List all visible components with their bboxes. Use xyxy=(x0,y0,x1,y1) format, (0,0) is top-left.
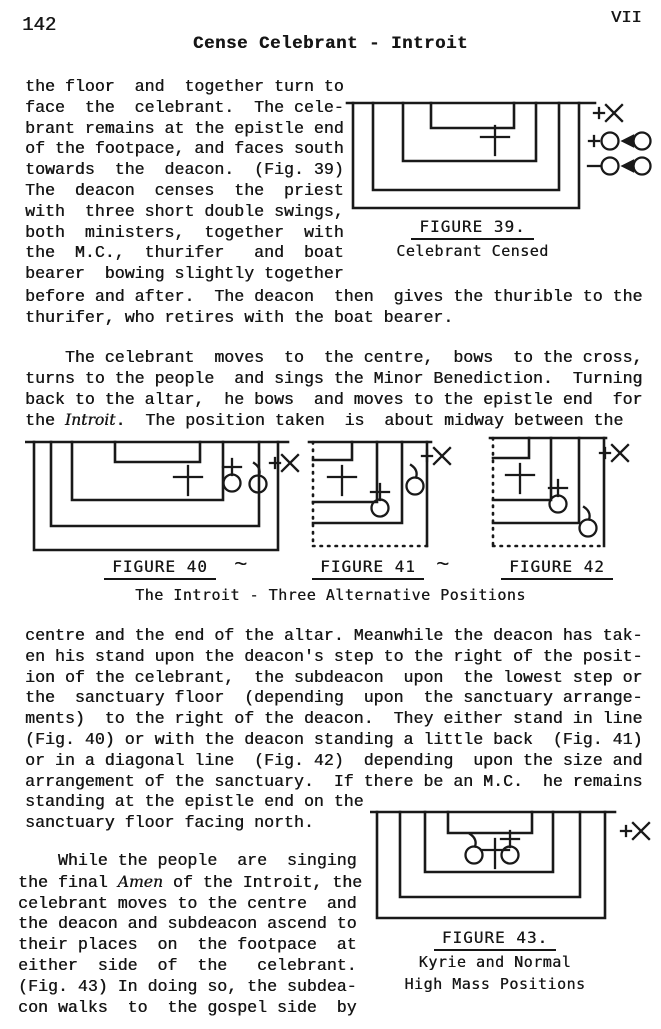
figure-43-diagram xyxy=(370,806,661,922)
figure-42-label: FIGURE 42 xyxy=(487,557,627,580)
paragraph-4-left-column xyxy=(18,851,362,1018)
page-number: 142 xyxy=(22,14,57,36)
text-line: the deacon and subdeacon ascend to xyxy=(18,914,357,934)
text-line: or in a diagonal line (Fig. 42) depending upon the size and xyxy=(25,750,643,770)
figure-43-caption-line2: High Mass Positions xyxy=(404,975,586,993)
text-line: sanctuary floor facing north. xyxy=(25,813,314,833)
boat-bearer-circle-icon xyxy=(623,158,651,175)
text-line: centre and the end of the altar. Meanwhile the deacon has tak- xyxy=(25,626,643,645)
text-line: standing at the epistle end on the xyxy=(25,792,364,812)
deacon-circle-icon xyxy=(371,484,389,517)
middle-step xyxy=(51,442,259,526)
page-title: Cense Celebrant - Introit xyxy=(192,34,469,54)
outer-step xyxy=(353,103,579,208)
figure-40-label: FIGURE 40 xyxy=(90,557,230,580)
figure-43-caption-line1: Kyrie and Normal xyxy=(418,953,572,971)
subdeacon-circle-icon xyxy=(588,158,619,175)
text-line: arrangement of the sanctuary. If there be an M.C. he remains xyxy=(25,771,643,791)
text-line: turns to the people and sings the Minor Benediction. Turning xyxy=(25,368,643,388)
outer-step xyxy=(377,812,605,918)
text-line: bearer bowing slightly together xyxy=(25,264,344,284)
mc-cross-icon xyxy=(600,445,628,461)
deacon-circle-icon xyxy=(223,459,241,492)
figure-43-label: FIGURE 43. xyxy=(390,928,600,951)
text-line: While the people are singing xyxy=(18,851,357,870)
text-line: the floor and together turn to xyxy=(25,77,344,96)
altar-block xyxy=(313,442,352,460)
text-line: thurifer, who retires with the boat bearer. xyxy=(25,307,454,327)
text-line: celebrant moves to the centre and xyxy=(18,893,357,913)
text-line: con walks to the gospel side by xyxy=(18,997,357,1017)
deacon-circle-icon xyxy=(589,133,619,150)
text-line: of the footpace, and faces south xyxy=(25,139,344,159)
paragraph-2 xyxy=(25,348,642,432)
footpace xyxy=(313,442,377,502)
paragraph-1-left-column xyxy=(25,77,344,285)
footpace xyxy=(425,812,553,872)
text-line: ments) to the right of the deacon. They either stand in line xyxy=(25,709,643,729)
text-line: back to the altar, he bows and moves to the epistle end for xyxy=(25,389,643,409)
text-line: towards the deacon. (Fig. 39) xyxy=(25,160,344,180)
text-line: either side of the celebrant. xyxy=(18,955,357,975)
subdeacon-circle-icon xyxy=(466,834,483,864)
figure-41-label: FIGURE 41 xyxy=(298,557,438,580)
figure-40-diagram xyxy=(25,437,317,557)
celebrant-cross-icon xyxy=(174,466,202,495)
middle-step xyxy=(373,103,559,190)
text-line: brant remains at the epistle end xyxy=(25,118,344,138)
caption-separator: ~ xyxy=(436,553,450,578)
text-line: both ministers, together with xyxy=(25,222,344,242)
text-line: the M.C., thurifer and boat xyxy=(25,243,344,263)
figure-39-diagram xyxy=(345,99,661,215)
middle-step xyxy=(493,438,579,523)
text-line: ion of the celebrant, the subdeacon upon the lowest step or xyxy=(25,667,643,687)
mc-cross-icon xyxy=(594,105,622,121)
thurifer-circle-icon xyxy=(623,133,651,150)
altar-block xyxy=(115,442,200,462)
paragraph-3 xyxy=(25,626,642,834)
figure-42-diagram xyxy=(485,432,631,552)
text-line: The deacon censes the priest xyxy=(25,180,344,200)
caption-separator: ~ xyxy=(234,553,248,578)
mc-cross-icon xyxy=(270,455,298,471)
celebrant-cross-icon xyxy=(506,464,534,493)
altar-block xyxy=(493,438,529,458)
chapter-number: VII xyxy=(611,9,642,28)
celebrant-cross-icon xyxy=(481,839,509,868)
footpace xyxy=(403,103,536,161)
footpace xyxy=(493,438,551,500)
subdeacon-circle-icon xyxy=(580,507,597,537)
altar-block xyxy=(448,812,532,833)
paragraph-1-full-width xyxy=(25,287,642,329)
subdeacon-circle-icon xyxy=(407,465,424,495)
text-line: before and after. The deacon then gives the thurible to the xyxy=(25,287,643,306)
text-line: (Fig. 43) In doing so, the subdea- xyxy=(18,976,357,996)
celebrant-cross-icon xyxy=(328,466,356,495)
text-line: The celebrant moves to the centre, bows to the cross, xyxy=(25,348,643,367)
celebrant-cross-icon xyxy=(481,126,509,155)
mc-cross-icon xyxy=(621,823,649,839)
text-line: en his stand upon the deacon's step to the right of the posit- xyxy=(25,646,643,666)
figures-group-caption: The Introit - Three Alternative Positions xyxy=(135,586,526,604)
outer-step xyxy=(34,442,278,550)
altar-block xyxy=(431,103,514,128)
text-line: with three short double swings, xyxy=(25,201,344,221)
deacon-circle-icon xyxy=(501,831,519,864)
text-line: the sanctuary floor (depending upon the sanctuary arrange- xyxy=(25,688,643,708)
mc-cross-icon xyxy=(422,448,450,464)
text-line: (Fig. 40) or with the deacon standing a little back (Fig. 41) xyxy=(25,729,643,749)
text-line: their places on the footpace at xyxy=(18,935,357,955)
text-line: the final Amen of the Introit, the xyxy=(18,872,363,892)
figure-39-caption: Celebrant Censed xyxy=(396,242,549,260)
figure-41-diagram xyxy=(305,436,453,554)
text-line: the Introit. The position taken is about midway between the xyxy=(25,411,624,431)
figure-39-label: FIGURE 39. xyxy=(345,217,600,240)
text-line: face the celebrant. The cele- xyxy=(25,97,344,117)
